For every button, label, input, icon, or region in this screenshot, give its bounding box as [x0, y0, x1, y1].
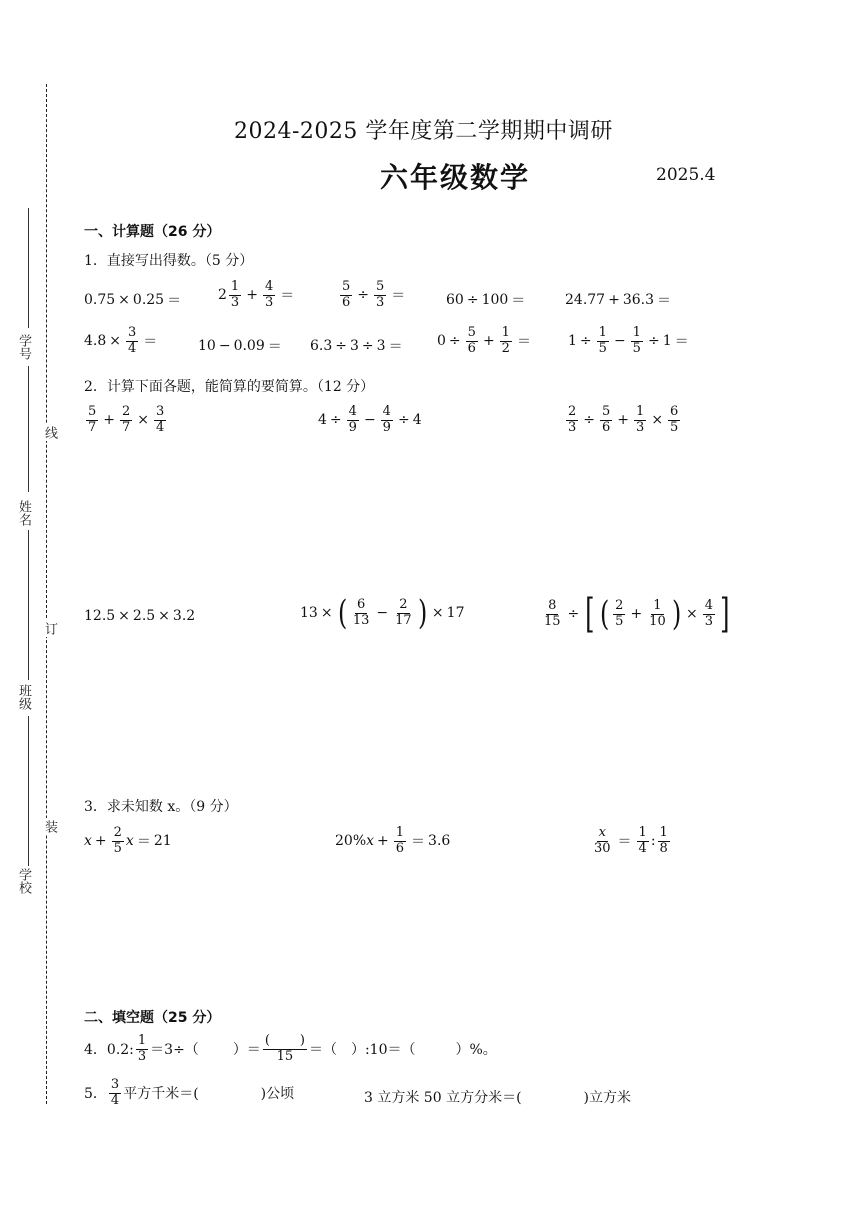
q5-part-a: 5． $\frac{3}{4}$ 平方千米＝( )公顷 — [84, 1077, 295, 1108]
field-line-school — [28, 716, 29, 866]
q1-item-5: 24.77 + 36.3 ＝ — [565, 292, 671, 309]
q2-item-2: 4 ÷ $\frac{4}{9}$ − $\frac{4}{9}$ ÷ 4 — [318, 404, 422, 435]
q3-item-3: $\frac{x}{30}$ ＝ $\frac{1}{4}$ : $\frac{1}{8}$ — [594, 825, 668, 856]
section-1-heading: 一、计算题（26 分） — [84, 224, 221, 240]
q1-item-1: 0.75 × 0.25 ＝ — [84, 292, 182, 309]
label-school: 学校 — [16, 868, 31, 894]
exam-subject: 六年级数学 — [380, 161, 531, 194]
field-line-class — [28, 530, 29, 680]
q2-item-6: $\frac{8}{15}$ ÷ [ ( $\frac{2}{5}$ + $\frac{1}{10}$ ) × $\frac{4}{3}$ ] — [544, 591, 730, 637]
q2-item-5: 13 × ( $\frac{6}{13}$ − $\frac{2}{17}$ ) × 17 — [300, 593, 465, 633]
q4: 4．0.2: $\frac{1}{3}$ ＝3÷（ ）＝ $\frac{( )}{15}$ ＝（ ）:10＝（ ）%。 — [84, 1033, 497, 1064]
q1-item-8: 6.3 ÷ 3 ÷ 3 ＝ — [310, 338, 403, 355]
field-line-name — [28, 366, 29, 492]
q2-prompt: 2．计算下面各题，能简算的要简算。（12 分） — [84, 379, 375, 395]
q1-item-4: 60 ÷ 100 ＝ — [446, 292, 526, 309]
field-line-student-id — [28, 208, 29, 328]
q1-item-2: 2 $\frac{1}{3}$ + $\frac{4}{3}$ ＝ — [218, 279, 295, 310]
exam-date: 2025.4 — [656, 165, 716, 185]
q1-item-9: 0 ÷ $\frac{5}{6}$ + $\frac{1}{2}$ ＝ — [437, 325, 531, 356]
q3-item-2: 20% x + $\frac{1}{6}$ ＝ 3.6 — [335, 825, 451, 856]
q1-item-6: 4.8 × $\frac{3}{4}$ ＝ — [84, 325, 158, 356]
binding-mark-staple: 订 — [42, 622, 57, 635]
q2-item-3: $\frac{2}{3}$ ÷ $\frac{5}{6}$ + $\frac{1}{3}$ × $\frac{6}{5}$ — [568, 404, 679, 435]
label-name: 姓名 — [16, 500, 31, 526]
q1-item-3: $\frac{5}{6}$ ÷ $\frac{5}{3}$ ＝ — [342, 279, 406, 310]
q1-item-7: 10 − 0.09 ＝ — [198, 338, 282, 355]
binding-mark-bind: 装 — [42, 820, 57, 833]
label-student-id: 学号 — [16, 334, 31, 360]
binding-mark-line: 线 — [42, 426, 57, 439]
q2-item-4: 12.5 × 2.5 × 3.2 — [84, 608, 196, 624]
q2-item-1: $\frac{5}{7}$ + $\frac{2}{7}$ × $\frac{3}{4}$ — [88, 404, 165, 435]
q1-prompt: 1．直接写出得数。（5 分） — [84, 253, 254, 269]
section-2-heading: 二、填空题（25 分） — [84, 1010, 221, 1026]
q3-item-1: x + $\frac{2}{5}$ x ＝ 21 — [84, 825, 172, 856]
q3-prompt: 3．求未知数 x。（9 分） — [84, 799, 238, 815]
q5-part-b: 3 立方米 50 立方分米＝( )立方米 — [364, 1090, 632, 1106]
binding-dashed-line — [46, 84, 47, 1104]
exam-title: 2024-2025 学年度第二学期期中调研 — [234, 119, 613, 144]
label-class: 班级 — [16, 684, 31, 710]
q1-item-10: 1 ÷ $\frac{1}{5}$ − $\frac{1}{5}$ ÷ 1 ＝ — [568, 325, 689, 356]
